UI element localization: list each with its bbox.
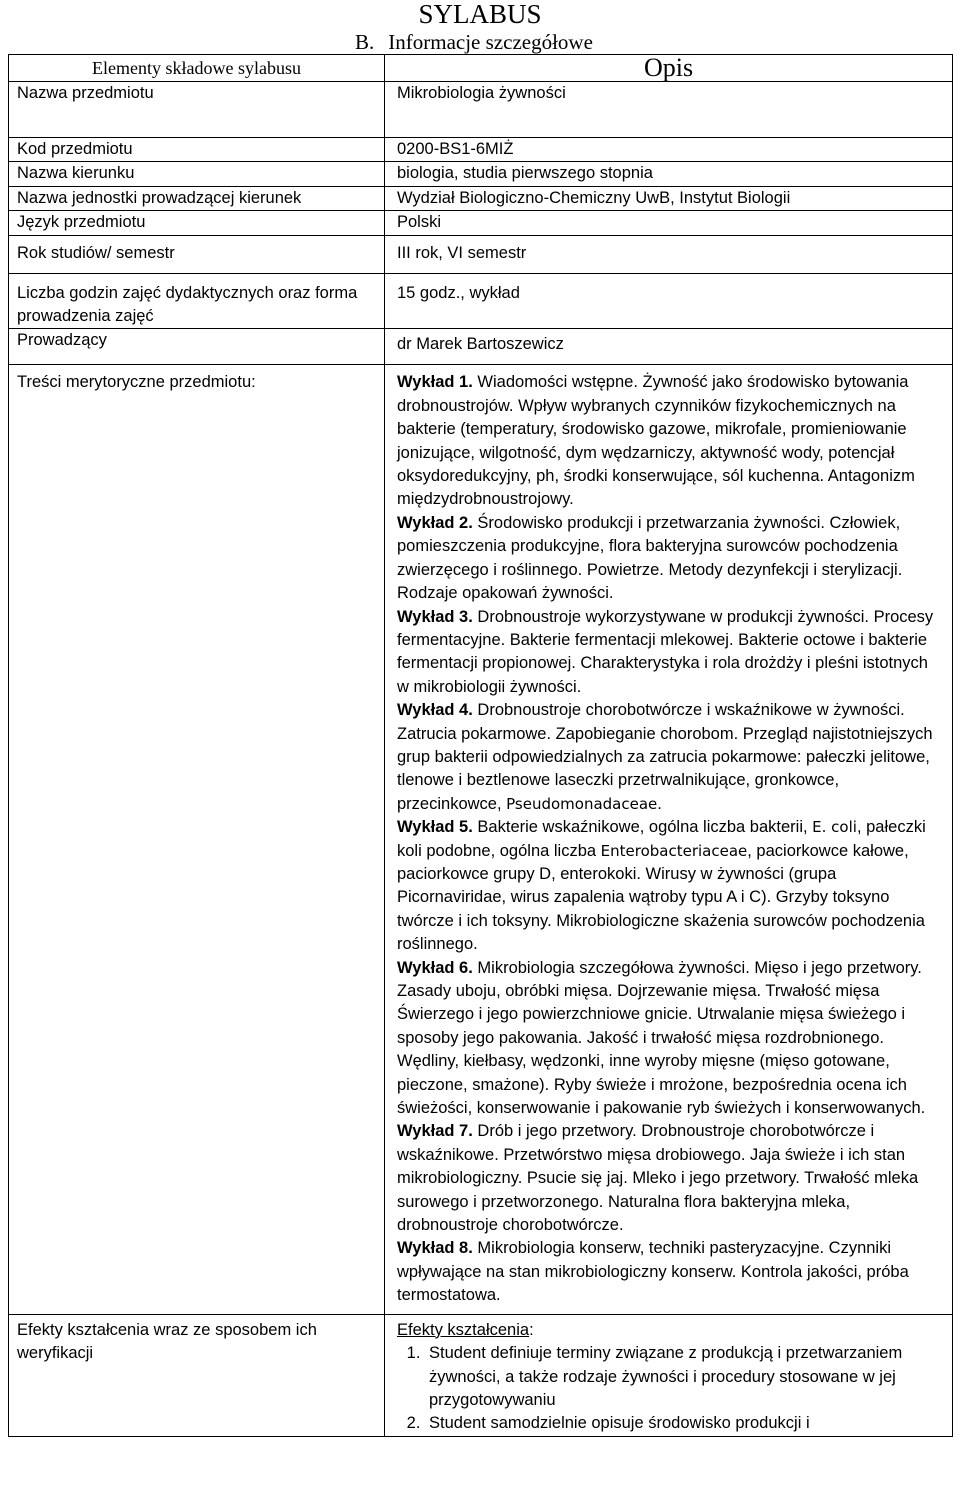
row-lecturer bbox=[9, 329, 953, 365]
value-course-code: 0200-BS1-6MIŻ bbox=[385, 138, 953, 162]
lecture-item bbox=[397, 512, 944, 606]
value-hours: 15 godz., wykład bbox=[385, 273, 953, 329]
lecture-text: Drobnoustroje wykorzystywane w produkcji żywności. Procesy fermentacyjne. Bakterie fermentacji mlekowej. Bakterie octowe i bakterie fermentacji propionowej. Charakterystyka i rola drożdży i pleśni istotnych w mikrobiologii żywności. bbox=[397, 607, 934, 696]
row-outcomes bbox=[9, 1314, 953, 1436]
lecture-text: Drób i jego przetwory. Drobnoustroje chorobotwórcze i wskaźnikowe. Przetwórstwo mięsa drobiowego. Jaja świeże i ich stan mikrobiologiczny. Psucie się jaj. Mleko i jego przetwory. Trwałość mleka surowego i przetworzonego. Naturalna flora bakteryjna mleka, drobnoustroje chorobotwórcze. bbox=[397, 1122, 919, 1235]
lecture-text: Mikrobiologia szczegółowa żywności. Mięso i jego przetwory. Zasady uboju, obróbki mięsa. Dojrzewanie mięsa. Trwałość mięsa Świerzego i jego powierzchniowe gnicie. Utrwalanie mięsa świeżego i sposoby jego pakowania. Jakość i trwałość mięsa rozdrobnionego. Wędliny, kiełbasy, wędzonki, inne wyroby mięsne (mięso gotowane, pieczone, smażone). Ryby świeże i mrożone, bezpośrednia ocena ich świeżości, konserwowanie i pakowanie ryb świeżych i konserwowanych. bbox=[397, 958, 926, 1118]
lecture-item bbox=[397, 957, 944, 1121]
subtitle-letter: B. bbox=[355, 30, 375, 54]
row-language bbox=[9, 211, 953, 235]
lecture-title: Wykład 8. bbox=[397, 1239, 473, 1258]
lecture-text: Środowisko produkcji i przetwarzania żywności. Człowiek, pomieszczenia produkcyjne, flora bakteryjna surowców pochodzenia zwierzęcego i roślinnego. Powietrze. Metody dezynfekcji i sterylizacji. Rodzaje opakowań żywności. bbox=[397, 513, 903, 603]
subtitle-text: Informacje szczegółowe bbox=[388, 30, 593, 54]
lecture-item bbox=[397, 816, 944, 956]
lecture-item bbox=[397, 371, 944, 511]
label-course-name: Nazwa przedmiotu bbox=[9, 82, 385, 138]
row-content bbox=[9, 365, 953, 1314]
lecture-text: Drobnoustroje chorobotwórcze i wskaźnikowe w żywności. Zatrucia pokarmowe. Zapobieganie chorobom. Przegląd najistotniejszych grup bakterii odpowiedzialnych za zatrucia pokarmowe: pałeczki jelitowe, tlenowe i beztlenowe laseczki przetrwalnikujące, gronkowce, przecinkowce, bbox=[397, 701, 933, 813]
lecture-item bbox=[397, 699, 944, 816]
label-content: Treści merytoryczne przedmiotu: bbox=[9, 365, 385, 1314]
lecture-latin-term: Pseudomonadaceae bbox=[506, 794, 658, 813]
value-unit: Wydział Biologiczno-Chemiczny UwB, Instytut Biologii bbox=[385, 186, 953, 210]
label-lecturer: Prowadzący bbox=[9, 329, 385, 365]
value-lecturer: dr Marek Bartoszewicz bbox=[385, 329, 953, 365]
document-subtitle bbox=[355, 30, 593, 54]
lecture-title: Wykład 7. bbox=[397, 1122, 473, 1141]
row-unit bbox=[9, 186, 953, 210]
value-year: III rok, VI semestr bbox=[385, 235, 953, 273]
lecture-title: Wykład 6. bbox=[397, 958, 473, 977]
outcomes-heading-suffix: : bbox=[529, 1320, 534, 1339]
lecture-text: , paciorkowce kałowe, paciorkowce grupy D, enterokoki. Wirusy w żywności (grupa Picornaviridae, wirus zapalenia wątroby typu A i C). Grzyby toksyno twórcze i ich toksyny. Mikrobiologiczne skażenia surowców pochodzenia roślinnego. bbox=[397, 841, 925, 954]
lecture-text: , pałeczki koli podobne, ogólna liczba bbox=[397, 818, 926, 860]
label-unit: Nazwa jednostki prowadzącej kierunek bbox=[9, 186, 385, 210]
lecture-text: Wiadomości wstępne. Żywność jako środowisko bytowania drobnoustrojów. Wpływ wybranych czynników fizykochemicznych na bakterie (temperatury, środowisko gazowe, mikrofale, promieniowanie jonizujące, wilgotność, dym wędzarniczy, aktywność wody, potencjał oksydoredukcyjny, ph, środki konserwujące, sól kuchenna. Antagonizm międzydrobnoustrojowy. bbox=[397, 373, 915, 509]
label-language: Język przedmiotu bbox=[9, 211, 385, 235]
label-hours: Liczba godzin zajęć dydaktycznych oraz forma prowadzenia zajęć bbox=[9, 273, 385, 329]
outcomes-list bbox=[397, 1342, 944, 1436]
row-hours bbox=[9, 273, 953, 329]
lecture-latin-term: E. coli bbox=[812, 818, 857, 837]
header-right: Opis bbox=[385, 55, 953, 82]
lecture-title: Wykład 4. bbox=[397, 701, 473, 720]
row-course-code bbox=[9, 138, 953, 162]
outcome-item: 2. Student samodzielnie opisuje środowisko produkcji i bbox=[425, 1412, 944, 1435]
value-field: biologia, studia pierwszego stopnia bbox=[385, 162, 953, 186]
label-year: Rok studiów/ semestr bbox=[9, 235, 385, 273]
lecture-title: Wykład 1. bbox=[397, 373, 473, 392]
row-field bbox=[9, 162, 953, 186]
table-header-row bbox=[9, 55, 953, 82]
lecture-title: Wykład 2. bbox=[397, 513, 473, 532]
lecture-list bbox=[397, 371, 944, 1307]
header-left: Elementy składowe sylabusu bbox=[9, 55, 385, 82]
row-year bbox=[9, 235, 953, 273]
lecture-item bbox=[397, 1237, 944, 1307]
outcomes-heading bbox=[397, 1319, 944, 1342]
lecture-text: . bbox=[657, 794, 662, 813]
value-course-name: Mikrobiologia żywności bbox=[385, 82, 953, 138]
document-title: SYLABUS bbox=[418, 0, 542, 29]
lecture-item bbox=[397, 1120, 944, 1237]
lecture-text: Bakterie wskaźnikowe, ogólna liczba bakterii, bbox=[477, 818, 813, 837]
lecture-title: Wykład 5. bbox=[397, 818, 473, 837]
outcomes-heading-text: Efekty kształcenia bbox=[397, 1320, 530, 1339]
row-course-name bbox=[9, 82, 953, 138]
value-outcomes bbox=[385, 1314, 953, 1436]
label-field: Nazwa kierunku bbox=[9, 162, 385, 186]
lecture-text: Mikrobiologia konserw, techniki pasteryzacyjne. Czynniki wpływające na stan mikrobiologiczny konserw. Kontrola jakości, próba termostatowa. bbox=[397, 1239, 909, 1305]
label-outcomes: Efekty kształcenia wraz ze sposobem ich weryfikacji bbox=[9, 1314, 385, 1436]
value-language: Polski bbox=[385, 211, 953, 235]
syllabus-table bbox=[8, 54, 953, 1437]
lecture-title: Wykład 3. bbox=[397, 607, 473, 626]
outcome-item: 1. Student definiuje terminy związane z produkcją i przetwarzaniem żywności, a także rodzaje żywności i procedury stosowane w jej przygotowywaniu bbox=[425, 1342, 944, 1412]
lecture-item bbox=[397, 606, 944, 700]
lecture-latin-term: Enterobacteriaceae bbox=[600, 841, 748, 860]
label-course-code: Kod przedmiotu bbox=[9, 138, 385, 162]
value-content bbox=[385, 365, 953, 1314]
